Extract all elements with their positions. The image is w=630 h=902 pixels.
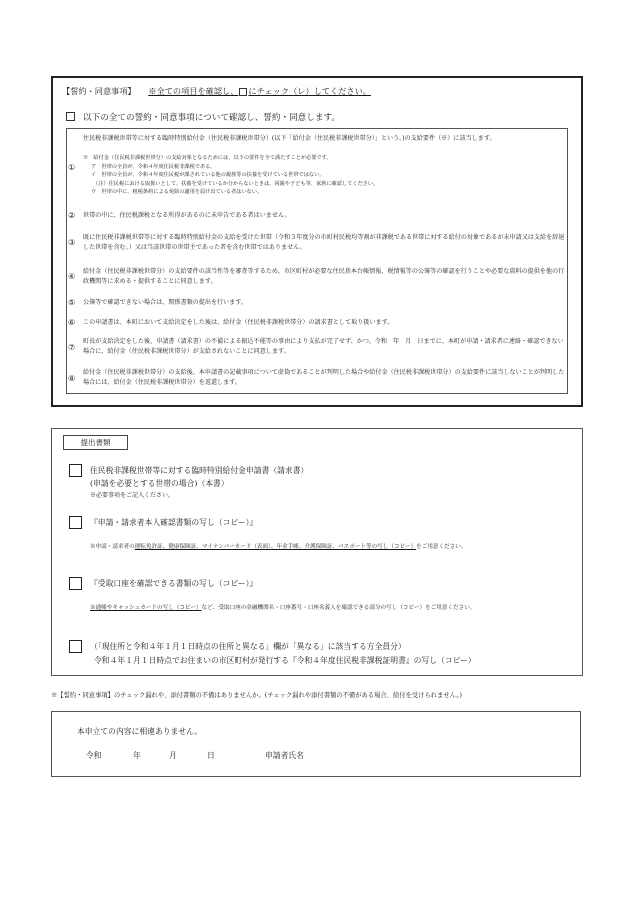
- item-number-6: ⑥: [68, 318, 76, 327]
- item-number-2: ②: [68, 211, 76, 220]
- pledge-note-a: ア 世帯の全員が、令和４年度住民税非課税である。: [91, 163, 216, 170]
- doc3-note: [90, 604, 542, 614]
- doc4-title: 令和４年１月１日時点でお住まいの市区町村が発行する『令和４年度住民税非課税証明書』の写し（コピー）: [94, 656, 476, 665]
- doc2-note-underlined: 運転免許証、健康保険証、マイナンバーカード（表面）、年金手帳、介護保険証、パスポート等の写し（コピー）: [134, 544, 417, 550]
- pledge-note-main: ※ 給付金（住民税非課税世帯分）の支給対象となるためには、以下の要件を全て満たすことが必要です。: [83, 155, 332, 161]
- checkbox-sample-icon: [239, 88, 247, 96]
- doc1-subtitle: (申請を必要とする世帯の場合)（本書）: [90, 479, 229, 488]
- doc1-title: 住民税非課税世帯等に対する臨時特別給付金申請書（請求書）: [90, 466, 309, 475]
- pledge-header-instruction-post: にチェック（レ）してください。: [248, 86, 371, 96]
- agree-all-checkbox[interactable]: [66, 112, 75, 121]
- date-year-label: 年: [133, 751, 141, 760]
- date-era-label: 令和: [86, 751, 102, 760]
- pledge-item-5: 公簿等で確認できない場合は、関係書類の提出を行います。: [83, 299, 248, 306]
- pledge-item-2: 世帯の中に、住民税課税となる所得があるのに未申告である者はいません。: [83, 212, 291, 219]
- pledge-header-bracket: 【誓約・同意事項】: [62, 86, 136, 96]
- doc4-condition: （「現住所と令和４年１月１日時点の住所と異なる」欄が「異なる」に該当する方全員分）: [90, 642, 406, 651]
- pledge-note-i: イ 世帯の全員が、令和４年度住民税が課されている他の親族等の扶養を受けている世帯ではない。: [91, 172, 325, 179]
- pledge-item-3: 既に住民税非課税世帯等に対する臨時特別給付金の支給を受けた世帯（令和３年度分の市町村民税均等割が非課税である世帯に対する給付の対象であるが未申請又は支給を辞退した世帯を含む。）又は当該世帯の世帯主であった者を含む世帯ではありません。: [83, 234, 565, 251]
- item-number-1: ①: [68, 163, 76, 172]
- doc2-note-pre: ※申請・請求者の: [90, 544, 135, 550]
- doc2-checkbox[interactable]: [69, 516, 82, 529]
- item-number-7: ⑦: [68, 343, 76, 352]
- doc3-title: 『受取口座を確認できる書類の写し（コピー）』: [90, 579, 258, 588]
- doc1-note: ※必要事項をご記入ください。: [90, 492, 175, 499]
- pledge-item-8: 給付金（住民税非課税世帯分）の支給後、本申請書の記載事項について虚偽であることが判明した場合や給付金（住民税非課税世帯分）の支給要件に該当しないことが判明した場合には、給付金（住民税非課税世帯分）を返還します。: [83, 369, 565, 386]
- pledge-note-u: ウ 世帯の中に、租税条約による免除の適用を届け出ている者はいない。: [91, 189, 263, 196]
- declaration-statement: 本申立ての内容に相違ありません。: [77, 727, 203, 736]
- doc2-title: 『申請・請求者本人確認書類の写し（コピー）』: [90, 518, 258, 527]
- item-number-3: ③: [68, 238, 76, 247]
- doc1-checkbox[interactable]: [69, 464, 82, 477]
- applicant-name-label: 申請者氏名: [265, 751, 304, 760]
- doc3-note-post: など、受取口座の金融機関名・口座番号・口座名義人を確認できる部分の写し（コピー）をご用意ください。: [201, 605, 476, 611]
- pledge-header-instruction-pre: ※全ての項目を確認し、: [148, 86, 239, 96]
- doc3-checkbox[interactable]: [69, 577, 82, 590]
- check-reminder-note: ※【誓約・同意事項】のチェック漏れや、添付書類の不備はありませんか。(チェック漏れや添付書類の不備がある場合、給付を受けられません。): [51, 692, 462, 699]
- date-day-label: 日: [207, 751, 215, 760]
- pledge-item-4: 給付金（住民税非課税世帯分）の支給要件の該当性等を審査等するため、市区町村が必要な住民基本台帳情報、税情報等の公簿等の確認を行うことや必要な資料の提供を他の行政機関等に求める・提供することに同意します。: [83, 268, 565, 285]
- doc3-note-underlined: ※通帳やキャッシュカードの写し（コピー）: [90, 605, 202, 611]
- doc2-note: [90, 543, 542, 553]
- doc2-note-post: をご用意ください。: [416, 544, 467, 550]
- item-number-5: ⑤: [68, 298, 76, 307]
- pledge-item-6: この申請書は、本町において支給決定をした後は、給付金（住民税非課税世帯分）の請求書として取り扱います。: [83, 319, 394, 326]
- pledge-header: [62, 86, 371, 97]
- pledge-item-7: 町長が支給決定をした後、申請書（請求書）の不備による振込不能等の事由により支払が完了せず、かつ、令和 年 月 日までに、本町が申請・請求者に連絡・確認できない場合に、給付金（住民税非課税世帯分）が支給されないことに同意します。: [83, 338, 564, 355]
- doc4-checkbox[interactable]: [69, 640, 82, 653]
- date-month-label: 月: [169, 751, 177, 760]
- pledge-note-caution: （注）住民税における取扱いとして、扶養を受けているか分からないときは、両親や子ども等、家族に確認してください。: [93, 180, 379, 187]
- submit-documents-title: 提出書類: [63, 435, 128, 450]
- agree-all-label: 以下の全ての誓約・同意事項について確認し、誓約・同意します。: [83, 113, 340, 123]
- declaration-box: [51, 711, 581, 777]
- item-number-4: ④: [68, 272, 76, 281]
- agree-all-row: [66, 111, 340, 123]
- item-number-8: ⑧: [68, 374, 76, 383]
- pledge-item-1: 住民税非課税世帯等に対する臨時特別給付金（住民税非課税世帯分）(以下「給付金（住民税非課税世帯分）」という。)の支給要件（※）に該当します。: [83, 135, 496, 142]
